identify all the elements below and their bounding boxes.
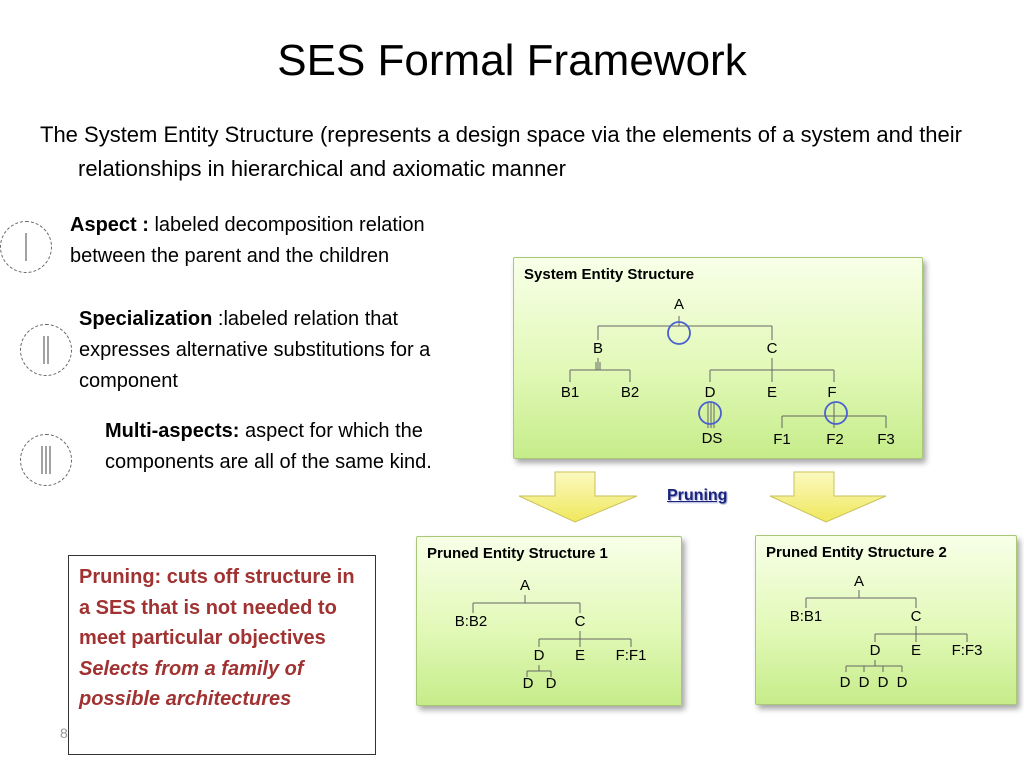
pes1-node-c: C <box>574 613 586 630</box>
multi-aspect-highlight-circle <box>699 402 721 424</box>
ses-node-c: C <box>766 340 778 357</box>
pes2-node-f: F:F3 <box>951 642 983 659</box>
pruning-note-italic: Selects from a family of possible architectures <box>79 657 304 710</box>
ses-node-f2: F2 <box>826 431 844 448</box>
pes1-node-a: A <box>519 577 531 594</box>
page-number: 8 <box>60 725 68 741</box>
multi-aspect-term: Multi-aspects: <box>105 420 240 442</box>
pes1-node-e: E <box>574 647 586 664</box>
pes2-node-b: B:B1 <box>789 608 823 625</box>
pes2-panel <box>755 535 1017 705</box>
aspect-term: Aspect : <box>70 214 149 236</box>
pes2-node-d: D <box>869 642 881 659</box>
ses-node-b: B <box>592 340 604 357</box>
pes2-node-d4: D <box>896 674 908 691</box>
pes2-title: Pruned Entity Structure 2 <box>766 544 947 561</box>
ses-node-b2: B2 <box>620 384 640 401</box>
pes1-title: Pruned Entity Structure 1 <box>427 545 608 562</box>
pes2-node-d3: D <box>877 674 889 691</box>
pruning-label: Pruning <box>667 487 728 504</box>
specialization-text: :labeled relation that expresses alternative substitutions for a component <box>79 308 431 392</box>
ses-node-ds: DS <box>701 430 723 447</box>
aspect-text: labeled decomposition relation between the parent and the children <box>70 214 425 267</box>
specialization-term: Specialization <box>79 308 213 330</box>
specialization-highlight-circle <box>825 402 847 424</box>
ses-node-a: A <box>673 296 685 313</box>
pes1-node-d2: D <box>545 675 557 692</box>
pes2-node-d2: D <box>858 674 870 691</box>
ses-panel <box>513 257 923 459</box>
pes1-node-d1: D <box>522 675 534 692</box>
aspect-definition <box>70 210 490 272</box>
multi-aspect-icon <box>20 434 72 486</box>
intro-paragraph: The System Entity Structure (represents a design space via the elements of a system and their relationships in hierarchical and axiomatic manner <box>40 122 962 181</box>
pes1-panel <box>416 536 682 706</box>
ses-tree-lines <box>514 258 922 458</box>
aspect-icon <box>0 221 52 273</box>
pruning-note <box>68 555 376 755</box>
multi-aspect-text: aspect for which the components are all of the same kind. <box>105 420 432 473</box>
pes1-node-d: D <box>533 647 545 664</box>
pes2-node-c: C <box>910 608 922 625</box>
pes1-node-b: B:B2 <box>454 613 488 630</box>
ses-node-f3: F3 <box>877 431 895 448</box>
ses-node-d: D <box>704 384 716 401</box>
specialization-icon <box>20 324 72 376</box>
pes1-node-f: F:F1 <box>615 647 647 664</box>
slide-title: SES Formal Framework <box>277 36 747 85</box>
pruning-arrow-left-icon <box>515 470 645 526</box>
pes2-node-e: E <box>910 642 922 659</box>
ses-node-e: E <box>766 384 778 401</box>
ses-node-b1: B1 <box>560 384 580 401</box>
pes2-node-d1: D <box>839 674 851 691</box>
specialization-definition <box>79 304 489 397</box>
multi-aspect-definition <box>105 416 440 478</box>
pes2-node-a: A <box>853 573 865 590</box>
ses-node-f1: F1 <box>773 431 791 448</box>
pruning-arrow-right-icon <box>762 470 892 526</box>
pruning-note-text: Pruning: cuts off structure in a SES that is not needed to meet particular objectives <box>79 566 355 649</box>
ses-node-f: F <box>827 384 837 401</box>
ses-title: System Entity Structure <box>524 266 695 283</box>
